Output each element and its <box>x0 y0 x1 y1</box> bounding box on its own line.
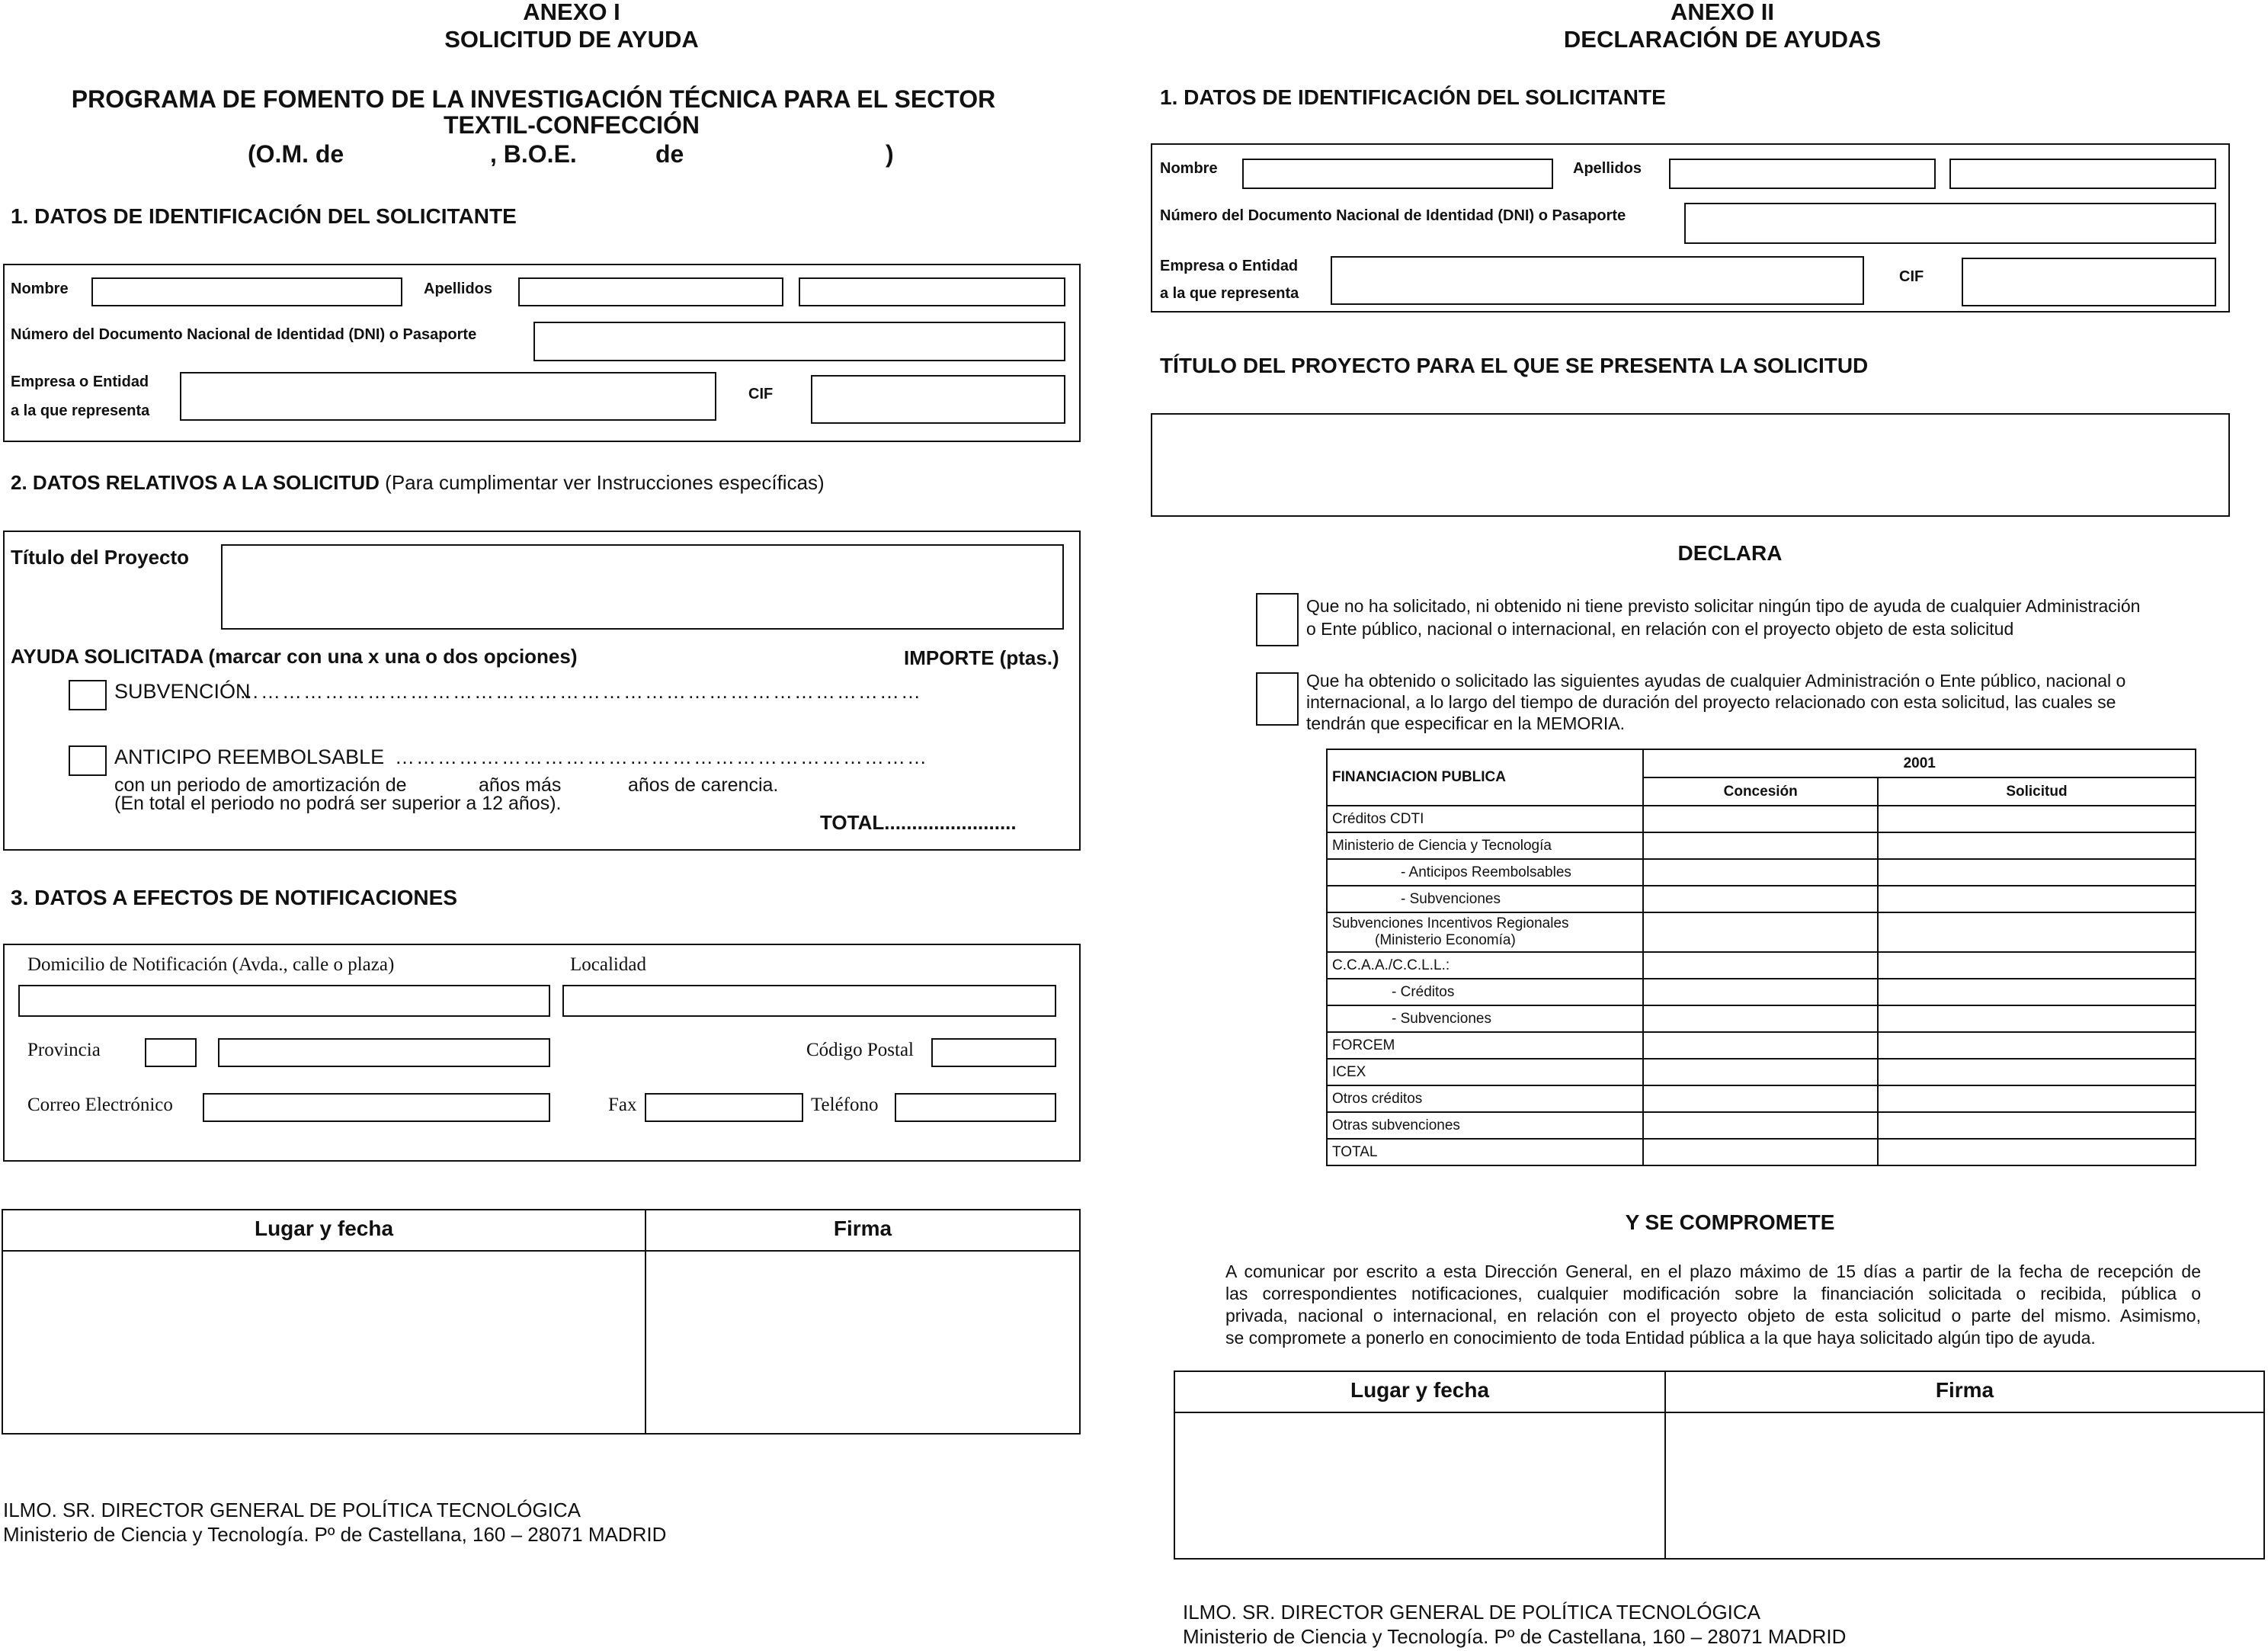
table-row <box>1327 952 2196 979</box>
program-title-line1: PROGRAMA DE FOMENTO DE LA INVESTIGACIÓN TÉCNICA PARA EL SECTOR <box>71 85 996 113</box>
row-label: Créditos CDTI <box>1327 806 1643 832</box>
concesion-cell[interactable] <box>1643 886 1877 912</box>
solicitud-cell[interactable] <box>1878 806 2196 832</box>
solicitud-cell[interactable] <box>1878 832 2196 859</box>
right-apellido1-field[interactable] <box>1669 159 1936 189</box>
right-firma-header: Firma <box>1935 1378 1994 1402</box>
right-nombre-label: Nombre <box>1160 160 1218 177</box>
apellido2-field[interactable] <box>799 277 1065 306</box>
concesion-cell[interactable] <box>1643 1059 1877 1085</box>
signature-column-divider <box>645 1210 646 1433</box>
declaracion-title: DECLARACIÓN DE AYUDAS <box>1563 26 1882 53</box>
nombre-label: Nombre <box>11 281 69 297</box>
row-label: TOTAL <box>1327 1139 1643 1165</box>
signature-header-divider <box>3 1250 1079 1252</box>
solicitud-cell[interactable] <box>1878 952 2196 979</box>
concesion-cell[interactable] <box>1643 832 1877 859</box>
row-label: Ministerio de Ciencia y Tecnología <box>1327 832 1643 859</box>
right-id-data-box <box>1151 143 2230 313</box>
row-label-sub: (Ministerio Economía) <box>1375 932 1516 948</box>
ayuda-solicitada-label: AYUDA SOLICITADA (marcar con una x una o dos opciones) <box>11 645 578 668</box>
table-header-row <box>1327 749 2196 777</box>
right-section1-heading: 1. DATOS DE IDENTIFICACIÓN DEL SOLICITANTE <box>1160 85 1666 109</box>
solicitud-cell[interactable] <box>1878 1085 2196 1112</box>
concesion-cell[interactable] <box>1643 1139 1877 1165</box>
row-label: C.C.A.A./C.C.L.L.: <box>1327 952 1643 979</box>
si-ayudas-checkbox[interactable] <box>1256 672 1299 726</box>
signature-table-left <box>2 1209 1081 1435</box>
amortizacion-text-c: años de carencia. <box>628 774 779 796</box>
row-label: - Subvenciones <box>1327 1005 1643 1032</box>
boe-label: , B.O.E. <box>490 140 577 168</box>
annex-i-heading: ANEXO I <box>523 0 620 25</box>
telefono-field[interactable] <box>895 1093 1056 1122</box>
solicitud-cell[interactable] <box>1878 886 2196 912</box>
lugar-fecha-field[interactable] <box>5 1253 643 1431</box>
concesion-cell[interactable] <box>1643 1005 1877 1032</box>
row-label: Otras subvenciones <box>1327 1112 1643 1139</box>
id-data-box <box>3 264 1081 442</box>
table-row <box>1327 1112 2196 1139</box>
section1-heading: 1. DATOS DE IDENTIFICACIÓN DEL SOLICITANTE <box>11 204 517 228</box>
provincia-label: Provincia <box>27 1040 101 1060</box>
right-lugar-fecha-header: Lugar y fecha <box>1350 1378 1490 1402</box>
section3-heading: 3. DATOS A EFECTOS DE NOTIFICACIONES <box>11 886 457 909</box>
importe-label: IMPORTE (ptas.) <box>904 646 1059 669</box>
right-dni-field[interactable] <box>1684 203 2216 244</box>
right-empresa-label-1: Empresa o Entidad <box>1160 258 1299 274</box>
solicitud-cell[interactable] <box>1878 859 2196 886</box>
table-row <box>1327 1085 2196 1112</box>
concesion-cell[interactable] <box>1643 859 1877 886</box>
si-ayudas-line2: internacional, a lo largo del tiempo de duración del proyecto relacionado con esta solicitud, las cuales se <box>1306 692 2116 712</box>
footer-addressee-left: ILMO. SR. DIRECTOR GENERAL DE POLÍTICA TECNOLÓGICA <box>3 1499 581 1521</box>
solicitud-cell[interactable] <box>1878 979 2196 1005</box>
titulo-proyecto-heading: TÍTULO DEL PROYECTO PARA EL QUE SE PRESENTA LA SOLICITUD <box>1160 354 1869 377</box>
program-title-line2: TEXTIL-CONFECCIÓN <box>444 111 700 139</box>
codigo-postal-field[interactable] <box>931 1038 1056 1067</box>
signature-table-right <box>1174 1370 2265 1560</box>
codigo-postal-label: Código Postal <box>806 1040 914 1060</box>
total-label: TOTAL........................ <box>820 811 1017 834</box>
fax-label: Fax <box>608 1095 637 1115</box>
om-label: (O.M. de <box>248 140 344 168</box>
correo-label: Correo Electrónico <box>27 1095 173 1115</box>
concesion-cell[interactable] <box>1643 912 1877 952</box>
compromete-line1: A comunicar por escrito a esta Dirección General, en el plazo máximo de 15 días a partir de la fecha de recepción de <box>1225 1261 2201 1281</box>
concesion-cell[interactable] <box>1643 1085 1877 1112</box>
concesion-cell[interactable] <box>1643 1112 1877 1139</box>
right-apellidos-label: Apellidos <box>1573 160 1642 177</box>
firma-header: Firma <box>833 1217 892 1240</box>
solicitud-cell[interactable] <box>1878 1032 2196 1059</box>
right-signature-header-divider <box>1175 1412 2263 1413</box>
concesion-cell[interactable] <box>1643 952 1877 979</box>
table-row <box>1327 859 2196 886</box>
compromete-heading: Y SE COMPROMETE <box>1625 1210 1835 1234</box>
no-ayudas-checkbox[interactable] <box>1256 593 1299 646</box>
right-empresa-label-2: a la que representa <box>1160 285 1299 302</box>
nombre-field[interactable] <box>91 277 402 306</box>
row-label: - Subvenciones <box>1327 886 1643 912</box>
section2-heading: 2. DATOS RELATIVOS A LA SOLICITUD <box>11 471 380 494</box>
anticipo-dotted-line: ………………………………………………………………… <box>395 745 928 768</box>
right-apellido2-field[interactable] <box>1949 159 2216 189</box>
notificaciones-box <box>3 944 1081 1162</box>
localidad-field[interactable] <box>562 985 1056 1017</box>
correo-field[interactable] <box>203 1093 550 1122</box>
empresa-label-1: Empresa o Entidad <box>11 373 149 390</box>
solicitud-cell[interactable] <box>1878 1139 2196 1165</box>
right-cif-field[interactable] <box>1962 258 2216 306</box>
row-label: - Créditos <box>1327 979 1643 1005</box>
solicitud-data-box <box>3 531 1081 851</box>
cif-field[interactable] <box>811 375 1065 424</box>
solicitud-cell[interactable] <box>1878 1059 2196 1085</box>
no-ayudas-line1: Que no ha solicitado, ni obtenido ni tiene previsto solicitar ningún tipo de ayuda de cualquier Administración <box>1306 596 2141 616</box>
row-label-multiline <box>1327 912 1643 952</box>
concesion-header: Concesión <box>1643 777 1877 806</box>
periodo-note: (En total el periodo no podrá ser superior a 12 años). <box>114 793 562 814</box>
solicitud-cell[interactable] <box>1878 1112 2196 1139</box>
right-titulo-proyecto-field[interactable] <box>1151 413 2230 517</box>
si-ayudas-line3: tendrán que especificar en la MEMORIA. <box>1306 713 1626 733</box>
si-ayudas-line1: Que ha obtenido o solicitado las siguientes ayudas de cualquier Administración o Ente público, nacional o <box>1306 671 2126 691</box>
dni-field[interactable] <box>533 322 1065 361</box>
titulo-proyecto-label: Título del Proyecto <box>11 546 190 569</box>
telefono-label: Teléfono <box>811 1095 879 1115</box>
table-row <box>1327 979 2196 1005</box>
no-ayudas-line2: o Ente público, nacional o internacional, en relación con el proyecto objeto de esta solicitud <box>1306 619 2014 639</box>
annex-ii-heading: ANEXO II <box>1670 0 1775 25</box>
row-label: Subvenciones Incentivos Regionales <box>1332 915 1569 931</box>
empresa-field[interactable] <box>180 372 716 421</box>
firma-field[interactable] <box>648 1253 1078 1431</box>
row-label: - Anticipos Reembolsables <box>1327 859 1643 886</box>
footer-addressee-right: ILMO. SR. DIRECTOR GENERAL DE POLÍTICA TECNOLÓGICA <box>1183 1601 1761 1624</box>
financiacion-table <box>1326 749 2196 1166</box>
footer-address-right: Ministerio de Ciencia y Tecnología. Pº de Castellana, 160 – 28071 MADRID <box>1183 1625 1847 1648</box>
subvencion-dotted-line: …………………………………………………………………………………… <box>239 680 922 703</box>
table-row <box>1327 832 2196 859</box>
compromete-line2: las correspondientes notificaciones, cualquier modificación sobre la financiación solicitada o recibida, pública o <box>1225 1284 2201 1303</box>
domicilio-label: Domicilio de Notificación (Avda., calle o plaza) <box>27 954 395 975</box>
table-row <box>1327 1059 2196 1085</box>
concesion-cell[interactable] <box>1643 806 1877 832</box>
lugar-fecha-header: Lugar y fecha <box>254 1217 394 1240</box>
table-row <box>1327 1032 2196 1059</box>
de-label: de <box>655 140 684 168</box>
subvencion-label: SUBVENCIÓN <box>114 680 251 703</box>
cif-label: CIF <box>748 386 774 402</box>
financiacion-publica-header: FINANCIACION PUBLICA <box>1327 749 1643 806</box>
apellidos-label: Apellidos <box>424 281 493 297</box>
solicitud-cell[interactable] <box>1878 912 2196 952</box>
solicitud-header: Solicitud <box>1878 777 2196 806</box>
empresa-label-2: a la que representa <box>11 402 150 419</box>
right-dni-label: Número del Documento Nacional de Identidad (DNI) o Pasaporte <box>1160 207 1626 224</box>
year-header: 2001 <box>1643 749 2196 777</box>
table-row <box>1327 806 2196 832</box>
domicilio-field[interactable] <box>18 985 550 1017</box>
table-row <box>1327 886 2196 912</box>
row-label: FORCEM <box>1327 1032 1643 1059</box>
compromete-line4: se compromete a ponerlo en conocimiento de toda Entidad pública a la que haya solicitado algún tipo de ayuda. <box>1225 1328 2096 1348</box>
solicitud-cell[interactable] <box>1878 1005 2196 1032</box>
solicitud-title: SOLICITUD DE AYUDA <box>444 26 699 53</box>
right-firma-field[interactable] <box>1667 1415 2262 1556</box>
right-lugar-fecha-field[interactable] <box>1177 1415 1663 1556</box>
right-empresa-field[interactable] <box>1331 256 1864 305</box>
right-nombre-field[interactable] <box>1242 159 1553 189</box>
anticipo-checkbox[interactable] <box>69 745 107 776</box>
localidad-label: Localidad <box>570 954 646 975</box>
table-row <box>1327 1005 2196 1032</box>
provincia-code-field[interactable] <box>145 1038 197 1067</box>
table-row <box>1327 912 2196 952</box>
subvencion-checkbox[interactable] <box>69 680 107 710</box>
anticipo-label: ANTICIPO REEMBOLSABLE <box>114 745 385 768</box>
fax-field[interactable] <box>645 1093 803 1122</box>
concesion-cell[interactable] <box>1643 1032 1877 1059</box>
declara-heading: DECLARA <box>1677 541 1783 565</box>
table-row <box>1327 1139 2196 1165</box>
amortizacion-text-a: con un periodo de amortización de <box>114 774 407 796</box>
compromete-paragraph <box>1225 1261 2201 1349</box>
row-label: Otros créditos <box>1327 1085 1643 1112</box>
titulo-proyecto-field[interactable] <box>221 544 1064 630</box>
section2-note: (Para cumplimentar ver Instrucciones específicas) <box>385 471 825 494</box>
amortizacion-text-b: años más <box>479 774 562 796</box>
apellido1-field[interactable] <box>518 277 783 306</box>
dni-label: Número del Documento Nacional de Identidad (DNI) o Pasaporte <box>11 326 477 343</box>
right-cif-label: CIF <box>1899 268 1924 285</box>
close-paren: ) <box>886 140 894 168</box>
compromete-line3: privada, nacional o internacional, en relación con el proyecto objeto de esta solicitud o parte del mismo. Asimismo, <box>1225 1306 2201 1326</box>
section2-heading-row <box>11 471 825 495</box>
footer-address-left: Ministerio de Ciencia y Tecnología. Pº de Castellana, 160 – 28071 MADRID <box>3 1523 667 1546</box>
row-label: ICEX <box>1327 1059 1643 1085</box>
provincia-field[interactable] <box>218 1038 550 1067</box>
concesion-cell[interactable] <box>1643 979 1877 1005</box>
